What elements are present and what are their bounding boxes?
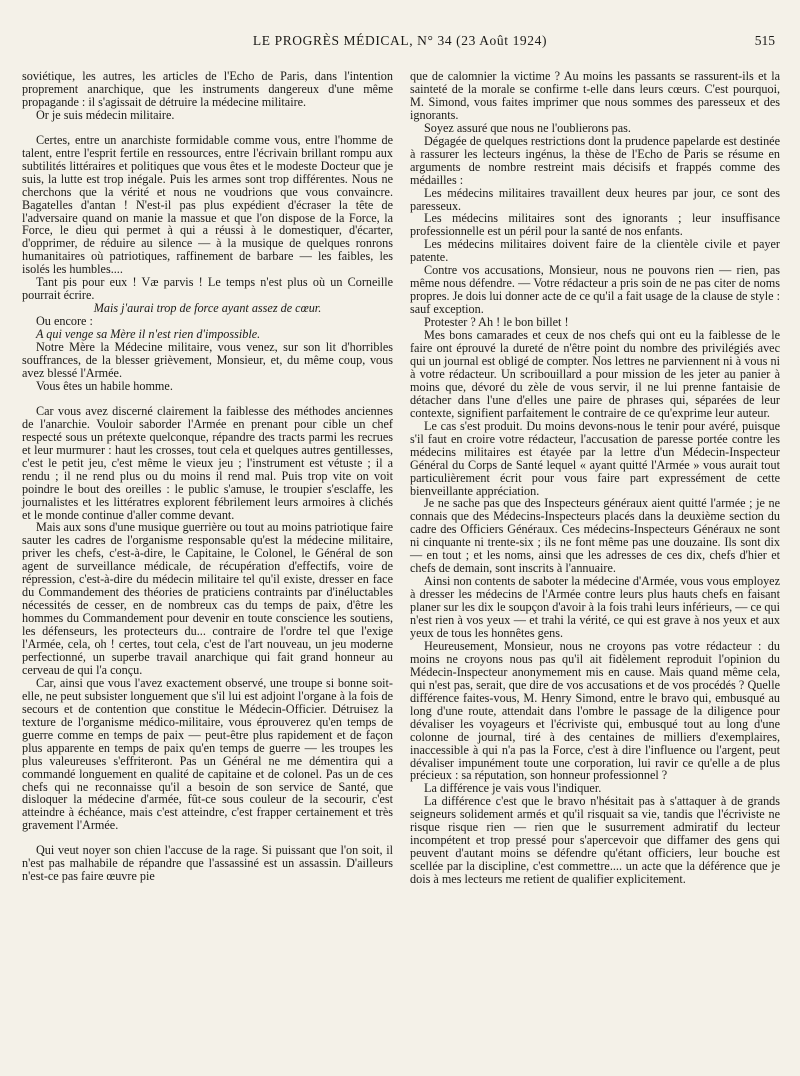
paragraph: Ou encore : bbox=[36, 314, 93, 329]
paragraph: Mes bons camarades et ceux de nos chefs qui ont eu la faiblesse de le faire ont éprouvé la dureté de n'être point du nombre des privilégiés avec qui un journal est obligé de compter. Nos lettres ne parviennent ni à vous ni à votre rédacteur. Un scribouillard a pour mission de les jeter au panier à moins que, dévoré du zèle de vous servir, il ne lui prenne fantaisie de détacher dans l'une d'elles une paire de phrases qui, séparées de leur contexte, signifient parfaitement le contraire de ce qu'exprime leur auteur. bbox=[410, 328, 780, 420]
paragraph: Qui veut noyer son chien l'accuse de la rage. Si puissant que l'on soit, il n'est pas malhabile de répandre que l'assassiné est un assassin. D'ailleurs n'est-ce pas faire œuvre pie bbox=[22, 843, 393, 884]
paragraph: Tant pis pour eux ! Væ parvis ! Le temps n'est plus où un Corneille pourrait écrire. bbox=[22, 275, 393, 303]
paragraph: Vous êtes un habile homme. bbox=[36, 378, 173, 393]
paragraph: Car vous avez discerné clairement la faiblesse des méthodes anciennes de l'anarchie. Vouloir saborder l'Armée en prenant pour cible un chef respecté sous un prétexte quelconque, répandre des tracts parmi les recrues et leur murmurer : haut les crosses, tout cela et quelques autres gentillesses, c'est le petit jeu, c'est même le vieux jeu ; l'instrument est vétuste ; il a rendu ; il ne rend plus ou du moins il rend mal. Puis trop vite on voit poindre le bout des oreilles : le public s'amuse, le troupier s'esclaffe, les journalistes et les littératres explorent fébrilement leurs armoires à clichés et le monde continue d'aller comme devant. bbox=[22, 403, 393, 522]
paragraph: soviétique, les autres, les articles de l'Echo de Paris, dans l'intention proprement anarchique, que les instruments dangereux d'une même propagande : il s'agissait de détruire la médecine militaire. bbox=[22, 69, 393, 109]
paragraph: Heureusement, Monsieur, nous ne croyons pas votre rédacteur : du moins ne croyons nous pas qu'il ait fidèlement reproduit l'opinion du Médecin-Inspecteur anonymement mis en cause. Mais quand même cela, qui n'est pas, serait, que dire de vos accusations et de vos procédés ? Quelle différence faites-vous, M. Henry Simond, entre le bravo qui, embusqué au long d'une route, attendait dans l'ombre le passage de la diligence pour dévaliser les voyageurs et l'écriviste qui, embusqué tout au long d'une colonne de journal, tiré à des centaines de milliers d'exemplaires, inaccessible à qui n'a pas la Force, c'est à dire l'influence ou l'argent, peut dévaliser impunément toute une corporation, lui ravir ce qu'elle a de plus précieux : sa réputation, son honneur professionnel ? bbox=[410, 638, 780, 783]
paragraph: Car, ainsi que vous l'avez exactement observé, une troupe si bonne soit-elle, ne peut subsister longuement que s'il lui est adjoint l'organe à la fois de secours et de contention que constitue le Médecin-Officier. Détruisez la texture de l'organisme médico-militaire, vous éprouverez qu'en temps de guerre comme en temps de paix — peut-être plus rapidement et de façon plus apparente en temps de paix qu'en temps de guerre — les troupes les plus valeureuses s'effriteront. Pas un Général ne me démentira qui a commandé longuement en qualité de capitaine et de colonel. Pas un de ces chefs qui ne reconnaisse qu'il a besoin de son service de Santé, que disloquer la médecine d'armée, fût-ce sous couleur de la secourir, c'est atteindre à échéance, mais c'est atteindre, c'est frapper certainement et très gravement l'Armée. bbox=[22, 675, 393, 833]
paragraph: Protester ? Ah ! le bon billet ! bbox=[424, 315, 569, 330]
journal-title: LE PROGRÈS MÉDICAL, N° 34 (23 Août 1924) bbox=[252, 33, 548, 48]
paragraph: La différence c'est que le bravo n'hésitait pas à s'attaquer à de grands seigneurs solidement armés et qu'il risquait sa vie, tandis que l'écriviste ne risque risque rien — rien que le susurrement admiratif du lecteur incompétent et trop pressé pour s'apercevoir que diffamer des gens qui peuvent d'autant moins se défendre qu'étant officiers, leur bouche est scellée par la discipline, c'est commettre.... un acte que la déférence que je dois à mes lecteurs me retient de qualifier explicitement. bbox=[410, 794, 780, 887]
paragraph: Je ne sache pas que des Inspecteurs généraux aient quitté l'armée ; je ne connais que des Médecins-Inspecteurs placés dans la deuxième section du cadre des Officiers Généraux. Ces médecins-Inspecteurs Généraux ne sont ni cinquante ni trente-six ; ils ne font même pas une douzaine. Ils sont dix — en tout ; et les noms, ainsi que les adresses de ces dix, chefs d'hier et chefs de demain, sont inscrits à l'annuaire. bbox=[410, 496, 780, 576]
paragraph: Or je suis médecin militaire. bbox=[36, 107, 175, 122]
paragraph: Les médecins militaires travaillent deux heures par jour, ce sont des paresseux. bbox=[410, 185, 780, 213]
right-column bbox=[410, 70, 780, 886]
paragraph: Dégagée de quelques restrictions dont la prudence papelarde est destinée à rassurer les lecteurs ingénus, la thèse de l'Echo de Paris se résume en arguments de nombre restreint mais décisifs et frappés comme des médailles : bbox=[410, 133, 780, 187]
paragraph: Mais aux sons d'une musique guerrière ou tout au moins patriotique faire sauter les cadres de l'organisme responsable qu'est la médecine militaire, priver les chefs, c'est-à-dire, le Capitaine, le Colonel, le Général de son agent de surveillance médicale, de récupération d'effectifs, voire de répression, c'est-à-dire du médecin militaire tel qu'il existe, dresser en face du Commandement des théories de praticiens contraints par d'inéluctables nécessités de cesser, en de nombreux cas du temps de paix, d'être les hommes du Commandement pour devenir en toute conscience les soutiens, les défenseurs, les protecteurs du... contraire de l'ordre tel que l'exige l'Armée, cela, oh ! certes, tout cela, c'est de l'art nouveau, un jeu moderne perfectionné, un superbe travail anarchique qui fait grand honneur au cerveau de qui l'a conçu. bbox=[22, 520, 393, 677]
paragraph: Mais j'aurai trop de force ayant assez de cœur. bbox=[93, 301, 322, 316]
paragraph: que de calomnier la victime ? Au moins les passants se rassurent-ils et la sainteté de la morale se confirme t-elle dans leurs cœurs. C'est pourquoi, M. Simond, vous faites imprimer que nous sommes des paresseux et des ignorants. bbox=[410, 69, 780, 122]
paragraph: Le cas s'est produit. Du moins devons-nous le tenir pour avéré, puisque s'il faut en croire votre rédacteur, l'accusation de paresse portée contre les médecins militaires est étayée par la lettre d'un Médecin-Inspecteur Général du Corps de Santé lequel « ayant quitté l'Armée » vous aurait tout particulièrement écrit pour vous faire part expressément de cette bienveillante appréciation. bbox=[410, 418, 780, 498]
page-number: 515 bbox=[754, 33, 775, 48]
paragraph: A qui venge sa Mère il n'est rien d'impossible. bbox=[36, 327, 261, 342]
paragraph: Ainsi non contents de saboter la médecine d'Armée, vous vous employez à dresser les médecins de l'Armée contre leurs plus hauts chefs en faisant planer sur les dix le soupçon d'avoir à la fois trahi leurs inférieurs, — ce qui n'est rien à vos yeux — et trahi la vérité, ce qui est grave à nos yeux et aux yeux de tous les honnêtes gens. bbox=[410, 574, 780, 640]
running-header bbox=[0, 33, 800, 53]
paragraph: Certes, entre un anarchiste formidable comme vous, entre l'homme de talent, entre l'esprit fertile en ressources, entre l'écrivain brillant rompu aux subtilités littéraires et politiques que vous êtes et le modeste Docteur que je suis, la lutte est trop inégale. Puis les armes sont trop différentes. Nous ne cherchons que la vérité et nous ne voudrions que vous convaincre. Bagatelles d'antan ! N'est-il pas plus expédient d'écraser la tête de l'adversaire quand on manie la massue et que l'on dispose de la Force, la Force, le dieu qui permet à qui a réussi à le domestiquer, d'écarter, d'opprimer, de réduire au silence — à la musique de quelques ronrons humanitaires où patriotiques, raffinement de barbare — les faibles, les isolés les humbles.... bbox=[22, 132, 393, 277]
paragraph: Contre vos accusations, Monsieur, nous ne pouvons rien — rien, pas même nous défendre. — Votre rédacteur a pris soin de ne pas citer de noms propres. Je dois lui donner acte de ce qu'il a fait usage de la clause de style : sauf exception. bbox=[410, 263, 780, 317]
paragraph: Soyez assuré que nous ne l'oublierons pas. bbox=[424, 120, 631, 135]
paragraph: La différence je vais vous l'indiquer. bbox=[424, 781, 602, 796]
paragraph: Notre Mère la Médecine militaire, vous venez, sur son lit d'horribles souffrances, de la blesser grièvement, Monsieur, et, du même coup, vous avez blessé l'Armée. bbox=[22, 340, 393, 380]
paragraph: Les médecins militaires sont des ignorants ; leur insuffisance professionnelle est un péril pour la santé de nos enfants. bbox=[410, 211, 780, 239]
paragraph: Les médecins militaires doivent faire de la clientèle civile et payer patente. bbox=[410, 237, 780, 265]
left-column bbox=[22, 70, 393, 883]
